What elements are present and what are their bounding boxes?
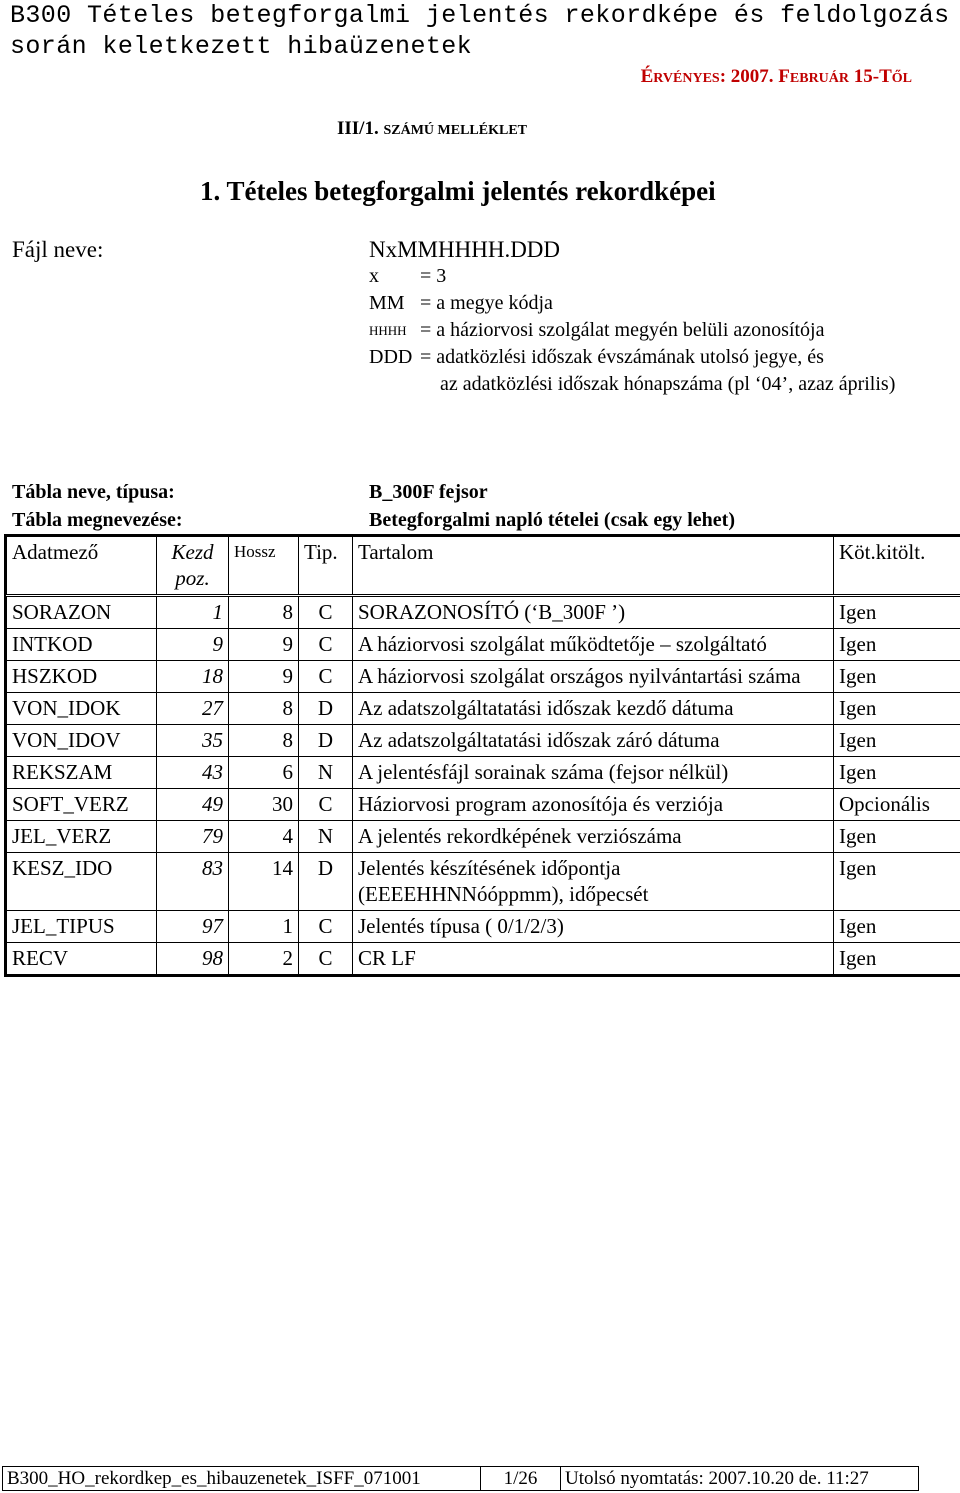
file-name-block bbox=[369, 236, 929, 398]
page-footer bbox=[2, 1466, 918, 1491]
annex-number: III/1. bbox=[337, 118, 384, 139]
start-cell: 9 bbox=[157, 629, 229, 661]
field-cell: VON_IDOK bbox=[7, 693, 157, 725]
file-part-key: HHHH bbox=[369, 323, 407, 338]
length-cell: 14 bbox=[229, 853, 299, 911]
file-name-part bbox=[369, 344, 929, 371]
column-header-content: Tartalom bbox=[353, 537, 834, 596]
length-cell: 4 bbox=[229, 821, 299, 853]
type-cell: N bbox=[299, 821, 353, 853]
type-cell: C bbox=[299, 789, 353, 821]
file-part-indent bbox=[369, 371, 420, 398]
field-cell: HSZKOD bbox=[7, 661, 157, 693]
field-cell: INTKOD bbox=[7, 629, 157, 661]
table-row bbox=[7, 943, 960, 975]
table-row bbox=[7, 757, 960, 789]
file-part-value: = a megye kódja bbox=[420, 292, 553, 314]
footer-filename: B300_HO_rekordkep_es_hibauzenetek_ISFF_071001 bbox=[3, 1467, 481, 1491]
table-row bbox=[7, 629, 960, 661]
length-cell: 2 bbox=[229, 943, 299, 975]
required-cell: Igen bbox=[834, 693, 960, 725]
column-header-type: Tip. bbox=[299, 537, 353, 596]
validity-part: 15-T bbox=[849, 66, 892, 87]
table-row bbox=[7, 693, 960, 725]
field-cell: JEL_VERZ bbox=[7, 821, 157, 853]
content-cell: A jelentés rekordképének verziószáma bbox=[353, 821, 834, 853]
table-row bbox=[7, 725, 960, 757]
required-cell: Igen bbox=[834, 757, 960, 789]
file-part-key: x bbox=[369, 265, 379, 287]
start-cell: 49 bbox=[157, 789, 229, 821]
section-heading: 1. Tételes betegforgalmi jelentés rekordképei bbox=[200, 176, 716, 206]
type-cell: C bbox=[299, 629, 353, 661]
content-cell: A háziorvosi szolgálat működtetője – szolgáltató bbox=[353, 629, 834, 661]
content-cell: Jelentés készítésének időpontja (EEEEHHNNóóppmm), időpecsét bbox=[353, 853, 834, 911]
file-part-key: DDD bbox=[369, 346, 413, 368]
validity-part: : 2007. F bbox=[719, 66, 790, 87]
required-cell: Igen bbox=[834, 725, 960, 757]
length-cell: 9 bbox=[229, 661, 299, 693]
start-cell: 83 bbox=[157, 853, 229, 911]
content-cell: Az adatszolgáltatatási időszak kezdő dátuma bbox=[353, 693, 834, 725]
start-cell: 35 bbox=[157, 725, 229, 757]
length-cell: 9 bbox=[229, 629, 299, 661]
content-cell: Jelentés típusa ( 0/1/2/3) bbox=[353, 911, 834, 943]
file-part-value: = adatközlési időszak évszámának utolsó jegye, és bbox=[420, 346, 824, 368]
annex-label bbox=[337, 118, 527, 140]
content-cell: Háziorvosi program azonosítója és verziója bbox=[353, 789, 834, 821]
length-cell: 1 bbox=[229, 911, 299, 943]
start-cell: 79 bbox=[157, 821, 229, 853]
type-cell: D bbox=[299, 853, 353, 911]
required-cell: Igen bbox=[834, 661, 960, 693]
file-name-pattern: NxMMHHHH.DDD bbox=[369, 237, 561, 262]
footer-print-date: Utolsó nyomtatás: 2007.10.20 de. 11:27 bbox=[561, 1467, 919, 1491]
field-cell: KESZ_IDO bbox=[7, 853, 157, 911]
validity-part: ŐL bbox=[891, 71, 912, 86]
content-cell: A jelentésfájl sorainak száma (fejsor nélkül) bbox=[353, 757, 834, 789]
file-part-value: = 3 bbox=[420, 265, 447, 287]
validity-part: RVÉNYES bbox=[653, 71, 720, 86]
start-cell: 43 bbox=[157, 757, 229, 789]
column-header-field: Adatmező bbox=[7, 537, 157, 596]
start-cell: 1 bbox=[157, 596, 229, 629]
content-cell: SORAZONOSÍTÓ (‘B_300F ’) bbox=[353, 596, 834, 629]
required-cell: Igen bbox=[834, 821, 960, 853]
type-cell: C bbox=[299, 661, 353, 693]
type-cell: D bbox=[299, 693, 353, 725]
start-cell: 97 bbox=[157, 911, 229, 943]
type-cell: C bbox=[299, 943, 353, 975]
file-name-part bbox=[369, 317, 929, 344]
table-row bbox=[7, 911, 960, 943]
start-cell: 98 bbox=[157, 943, 229, 975]
file-part-continuation: az adatközlési időszak hónapszáma (pl ‘04’, azaz április) bbox=[440, 373, 896, 395]
file-name-part bbox=[369, 371, 929, 398]
start-cell: 18 bbox=[157, 661, 229, 693]
required-cell: Igen bbox=[834, 853, 960, 911]
table-name-label: Tábla neve, típusa: bbox=[12, 481, 175, 503]
content-cell: CR LF bbox=[353, 943, 834, 975]
required-cell: Igen bbox=[834, 911, 960, 943]
type-cell: C bbox=[299, 596, 353, 629]
table-row bbox=[7, 821, 960, 853]
field-cell: REKSZAM bbox=[7, 757, 157, 789]
column-header-length: Hossz bbox=[229, 537, 299, 596]
field-cell: SORAZON bbox=[7, 596, 157, 629]
column-header-start: Kezd poz. bbox=[157, 537, 229, 596]
length-cell: 6 bbox=[229, 757, 299, 789]
file-part-value: = a háziorvosi szolgálat megyén belüli azonosítója bbox=[420, 319, 825, 341]
file-name-label: Fájl neve: bbox=[12, 237, 104, 262]
type-cell: C bbox=[299, 911, 353, 943]
length-cell: 8 bbox=[229, 725, 299, 757]
type-cell: D bbox=[299, 725, 353, 757]
field-cell: VON_IDOV bbox=[7, 725, 157, 757]
type-cell: N bbox=[299, 757, 353, 789]
table-header-row bbox=[7, 537, 960, 596]
table-desc-value: Betegforgalmi napló tételei (csak egy lehet) bbox=[369, 509, 736, 531]
file-name-part bbox=[369, 263, 929, 290]
start-cell: 27 bbox=[157, 693, 229, 725]
required-cell: Igen bbox=[834, 596, 960, 629]
length-cell: 30 bbox=[229, 789, 299, 821]
column-header-required: Köt.kitölt. bbox=[834, 537, 960, 596]
table-row bbox=[7, 853, 960, 911]
validity-part: EBRUÁR bbox=[789, 71, 850, 86]
length-cell: 8 bbox=[229, 693, 299, 725]
table-row bbox=[7, 596, 960, 629]
required-cell: Igen bbox=[834, 943, 960, 975]
file-name-part bbox=[369, 290, 929, 317]
content-cell: Az adatszolgáltatatási időszak záró dátuma bbox=[353, 725, 834, 757]
validity-date bbox=[641, 66, 912, 88]
table-desc-label: Tábla megnevezése: bbox=[12, 509, 183, 531]
table-name-value: B_300F fejsor bbox=[369, 481, 488, 503]
field-cell: JEL_TIPUS bbox=[7, 911, 157, 943]
field-cell: RECV bbox=[7, 943, 157, 975]
content-cell: A háziorvosi szolgálat országos nyilvántartási száma bbox=[353, 661, 834, 693]
table-row bbox=[7, 661, 960, 693]
annex-text: SZÁMÚ MELLÉKLET bbox=[383, 123, 527, 138]
required-cell: Opcionális bbox=[834, 789, 960, 821]
table-row bbox=[7, 789, 960, 821]
length-cell: 8 bbox=[229, 596, 299, 629]
document-title: B300 Tételes betegforgalmi jelentés rekordképe és feldolgozás során keletkezett hibaüzenetek bbox=[10, 1, 950, 61]
required-cell: Igen bbox=[834, 629, 960, 661]
footer-page-number: 1/26 bbox=[481, 1467, 561, 1491]
field-cell: SOFT_VERZ bbox=[7, 789, 157, 821]
file-part-key: MM bbox=[369, 292, 405, 314]
validity-part: É bbox=[640, 66, 654, 87]
record-layout-table bbox=[4, 534, 960, 977]
